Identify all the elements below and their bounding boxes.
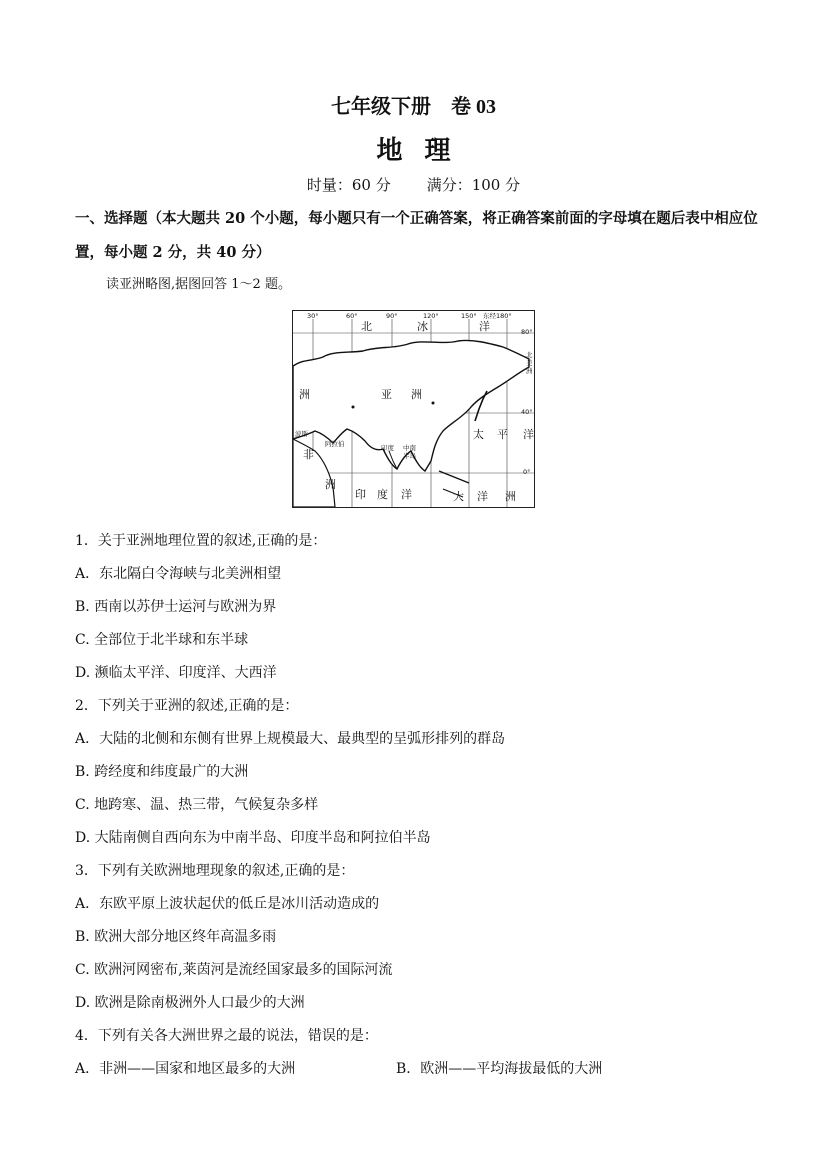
question-2-stem: 2．下列关于亚洲的叙述,正确的是： — [75, 698, 299, 714]
deg-90: 90° — [386, 312, 398, 320]
label-indian-2: 度 — [377, 488, 388, 501]
time-limit: 时量：60 分 — [306, 176, 391, 194]
question-2-option-b: B. 跨经度和纬度最广的大洲 — [75, 764, 249, 780]
question-3-stem: 3．下列有关欧洲地理现象的叙述,正确的是： — [75, 863, 355, 879]
label-pacific-2: 平 — [497, 428, 508, 441]
question-1-option-c: C. 全部位于北半球和东半球 — [75, 632, 249, 648]
question-3-option-a: A．东欧平原上波状起伏的低丘是冰川活动造成的 — [75, 896, 380, 912]
label-pacific-1: 太 — [473, 428, 484, 441]
deg-60: 60° — [346, 312, 358, 320]
section-heading: 一、选择题（本大题共 20 个小题，每小题只有一个正确答案，将正确答案前面的字母填在题后表中相应位置，每小题 2 分，共 40 分） — [75, 210, 758, 261]
question-3-option-c: C. 欧洲河网密布,莱茵河是流经国家最多的国际河流 — [75, 962, 393, 978]
question-2-option-c: C. 地跨寒、温、热三带，气候复杂多样 — [75, 797, 319, 813]
label-india: 印度 — [381, 444, 394, 452]
deg-180: 东经180° — [483, 312, 512, 320]
label-north: 北 — [361, 320, 372, 333]
question-1-option-d: D. 濒临太平洋、印度洋、大西洋 — [75, 665, 277, 681]
question-4-stem: 4．下列有关各大洲世界之最的说法，错误的是： — [75, 1028, 378, 1044]
label-arabia: 阿拉伯 — [325, 440, 345, 448]
map-intro: 读亚洲略图,据图回答 1～2 题。 — [106, 277, 291, 292]
label-africa-1: 非 — [303, 448, 314, 461]
question-1-option-a: A．东北隔白令海峡与北美洲相望 — [75, 566, 282, 582]
asia-map — [292, 310, 535, 508]
label-oceania-3: 洲 — [505, 490, 516, 503]
deg-40n: 40° — [521, 408, 533, 416]
label-indian-3: 洋 — [401, 488, 412, 501]
label-asia-1: 亚 — [381, 388, 392, 401]
question-4-option-b: B．欧洲——平均海拔最低的大洲 — [396, 1061, 603, 1077]
exam-meta — [0, 174, 827, 195]
deg-0: 0° — [523, 468, 531, 476]
question-2-option-d: D. 大陆南侧自西向东为中南半岛、印度半岛和阿拉伯半岛 — [75, 830, 431, 846]
subject-title: 地理 — [376, 136, 473, 166]
label-peninsula: 半岛 — [403, 452, 416, 460]
paper-title: 七年级下册 卷 03 — [331, 96, 496, 118]
deg-120: 120° — [423, 312, 439, 320]
label-indochina: 中南 — [403, 444, 416, 452]
label-indian-1: 印 — [355, 488, 366, 501]
question-2-option-a: A．大陆的北侧和东侧有世界上规模最大、最典型的呈弧形排列的群岛 — [75, 731, 506, 747]
label-persia: 波斯 — [295, 430, 308, 438]
label-europe: 洲 — [299, 388, 310, 401]
question-1-option-b: B. 西南以苏伊士运河与欧洲为界 — [75, 599, 277, 615]
question-3-option-b: B. 欧洲大部分地区终年高温多雨 — [75, 929, 277, 945]
question-4-option-a: A．非洲——国家和地区最多的大洲 — [75, 1061, 296, 1077]
label-pacific-3: 洋 — [523, 428, 534, 441]
label-africa-2: 洲 — [325, 478, 336, 491]
deg-30: 30° — [307, 312, 319, 320]
label-asia-2: 洲 — [411, 388, 422, 401]
question-3-option-d: D. 欧洲是除南极洲外人口最少的大洲 — [75, 995, 305, 1011]
label-north-america: 北美洲 — [526, 351, 533, 375]
full-score: 满分：100 分 — [426, 176, 521, 194]
deg-80n: 80° — [521, 328, 533, 336]
label-ice: 冰 — [417, 320, 428, 333]
question-1-stem: 1．关于亚洲地理位置的叙述,正确的是： — [75, 533, 327, 549]
label-oceania-2: 洋 — [477, 490, 488, 503]
label-ocean: 洋 — [479, 320, 490, 333]
label-oceania-1: 大 — [453, 490, 464, 503]
deg-150: 150° — [461, 312, 477, 320]
